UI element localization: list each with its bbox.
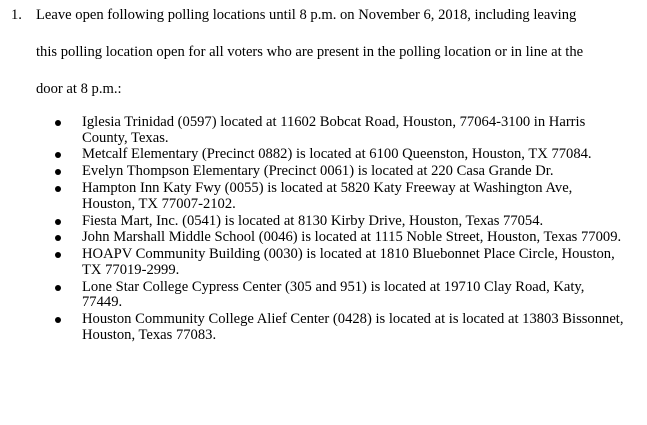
- list-item: [0, 230, 647, 246]
- bullet-icon: [55, 252, 61, 258]
- intro-line-2: this polling location open for all voters who are present in the polling location or in line at the: [36, 44, 584, 60]
- location-text: Metcalf Elementary (Precinct 0882) is located at 6100 Queenston, Houston, TX 77084.: [82, 146, 592, 163]
- location-text: Fiesta Mart, Inc. (0541) is located at 8130 Kirby Drive, Houston, Texas 77054.: [82, 212, 544, 229]
- location-text: Iglesia Trinidad (0597) located at 11602 Bobcat Road, Houston, 77064-3100 in Harris County, Texas.: [82, 114, 586, 146]
- bullet-icon: [55, 152, 61, 158]
- intro-line-1: Leave open following polling locations until 8 p.m. on November 6, 2018, including leaving: [36, 7, 577, 23]
- list-item: [0, 181, 647, 212]
- polling-location-list: [0, 115, 647, 345]
- bullet-icon: [55, 186, 61, 192]
- list-item-number: 1.: [11, 7, 22, 23]
- location-text: Hampton Inn Katy Fwy (0055) is located at 5820 Katy Freeway at Washington Ave, Houston, TX 77007-2102.: [82, 180, 573, 212]
- bullet-icon: [55, 169, 61, 175]
- bullet-icon: [55, 219, 61, 225]
- list-item: [0, 312, 647, 343]
- list-item: [0, 147, 647, 163]
- list-item: [0, 280, 647, 311]
- location-text: Evelyn Thompson Elementary (Precinct 0061) is located at 220 Casa Grande Dr.: [82, 163, 554, 180]
- intro-line-3: door at 8 p.m.:: [36, 81, 122, 97]
- list-item: [0, 247, 647, 278]
- bullet-icon: [55, 285, 61, 291]
- list-item: [0, 115, 647, 146]
- location-text: HOAPV Community Building (0030) is located at 1810 Bluebonnet Place Circle, Houston, TX 77019-2999.: [82, 246, 615, 278]
- location-text: Houston Community College Alief Center (0428) is located at is located at 13803 Bissonnet, Houston, Texas 77083.: [82, 311, 624, 343]
- location-text: John Marshall Middle School (0046) is located at 1115 Noble Street, Houston, Texas 77009.: [82, 229, 622, 246]
- list-item: [0, 214, 647, 230]
- bullet-icon: [55, 235, 61, 241]
- list-item: [0, 164, 647, 180]
- location-text: Lone Star College Cypress Center (305 and 951) is located at 19710 Clay Road, Katy, 77449.: [82, 278, 585, 311]
- bullet-icon: [55, 317, 61, 323]
- bullet-icon: [55, 120, 61, 126]
